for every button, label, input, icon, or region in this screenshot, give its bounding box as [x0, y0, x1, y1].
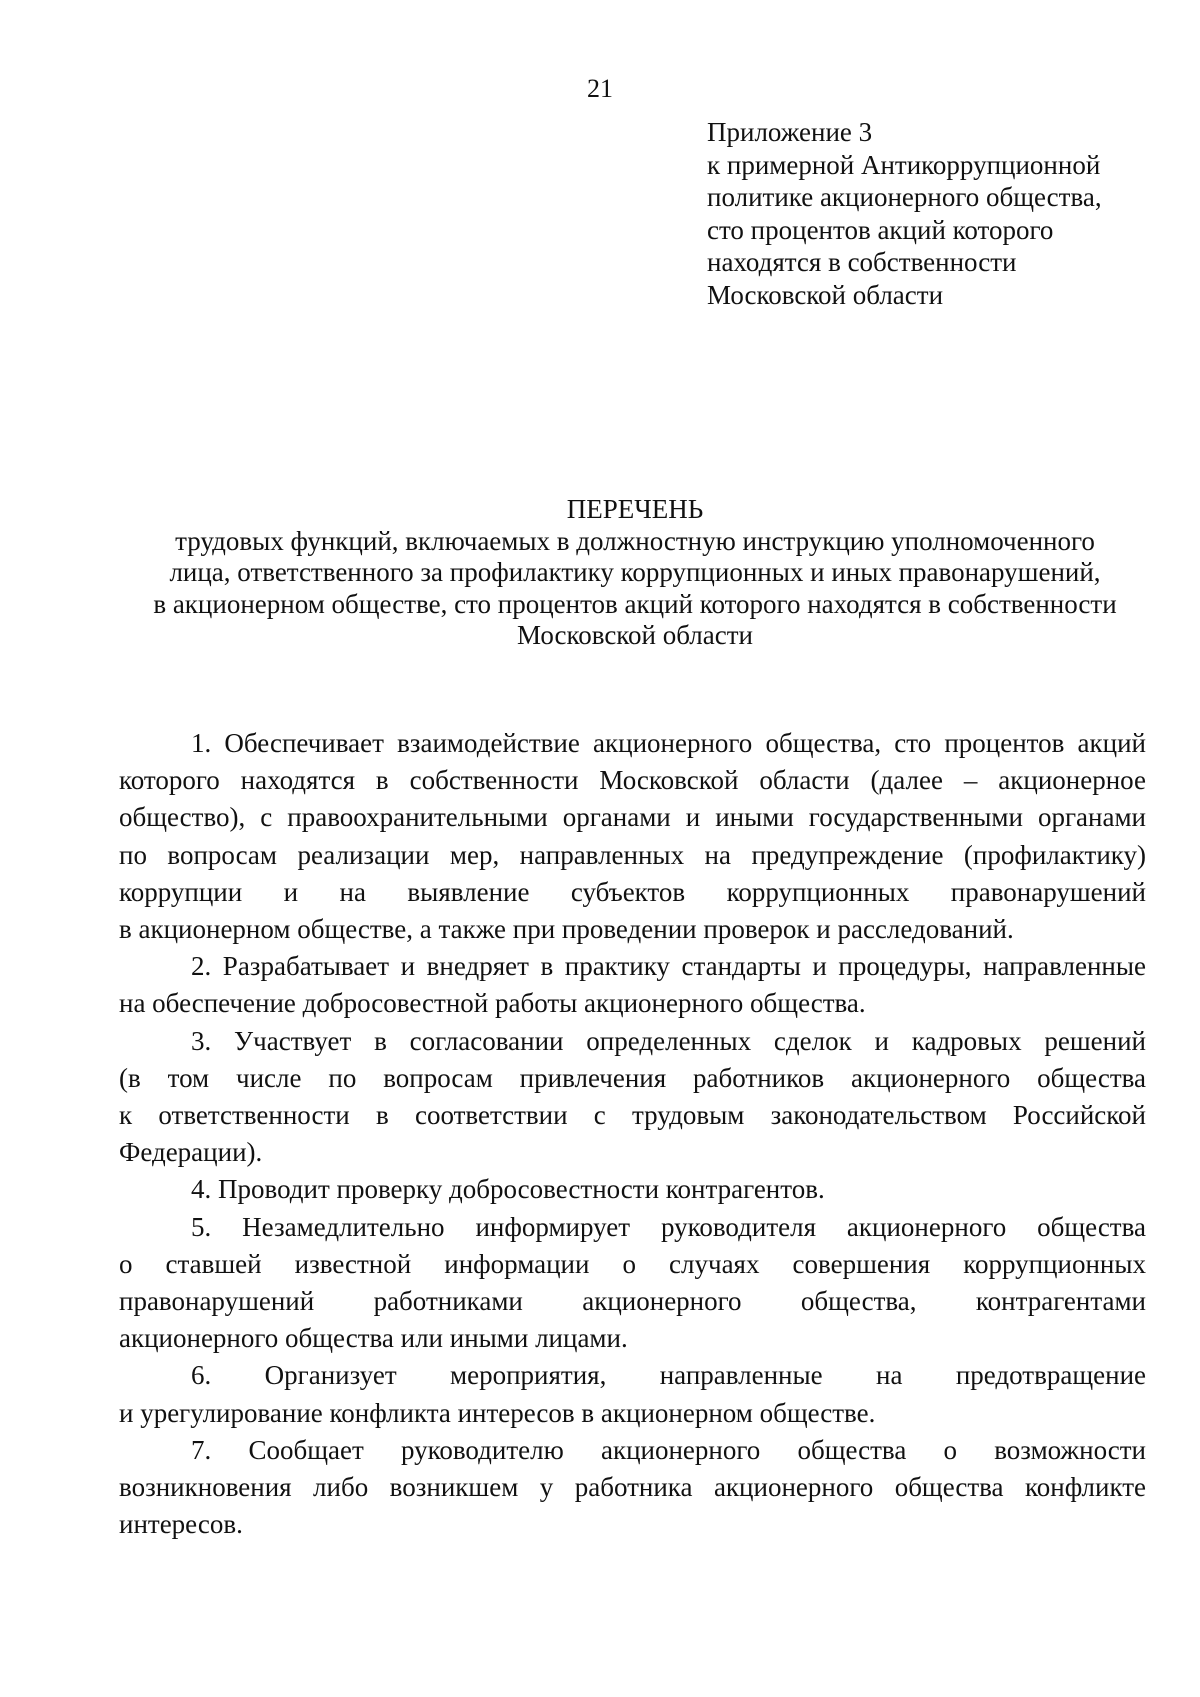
- list-item: [119, 1209, 1146, 1358]
- text-line: которого находятся в собственности Московской области (далее – акционерное: [119, 765, 1146, 796]
- text-line: в акционерном обществе, а также при проведении проверок и расследований.: [119, 914, 1014, 945]
- list-item: [119, 1357, 1146, 1431]
- text-line: правонарушений работниками акционерного общества, контрагентами: [119, 1286, 1146, 1317]
- text-line: Федерации).: [119, 1137, 263, 1168]
- appendix-line: к примерной Антикоррупционной: [707, 149, 1101, 180]
- title-line: в акционерном обществе, сто процентов акций которого находятся в собственности: [153, 588, 1117, 619]
- text-line: 1. Обеспечивает взаимодействие акционерного общества, сто процентов акций: [191, 728, 1146, 758]
- text-line: 5. Незамедлительно информирует руководителя акционерного общества: [191, 1211, 1146, 1242]
- text-line: к ответственности в соответствии с трудовым законодательством Российской: [119, 1100, 1146, 1131]
- text-line: 7. Сообщает руководителю акционерного общества о возможности: [191, 1434, 1146, 1465]
- functions-list: [119, 725, 1146, 1543]
- text-line: и урегулирование конфликта интересов в акционерном обществе.: [119, 1397, 876, 1428]
- appendix-line: сто процентов акций которого: [707, 214, 1054, 245]
- list-item: [119, 1171, 1146, 1208]
- page-number: 21: [587, 74, 613, 103]
- title-heading: ПЕРЕЧЕНЬ: [566, 494, 704, 524]
- title-line: лица, ответственного за профилактику коррупционных и иных правонарушений,: [169, 557, 1101, 587]
- appendix-note: [707, 116, 1167, 311]
- text-line: акционерного общества или иными лицами.: [119, 1323, 628, 1354]
- document-title: [110, 494, 1160, 652]
- text-line: (в том числе по вопросам привлечения работников акционерного общества: [119, 1062, 1146, 1093]
- text-line: 6. Организует мероприятия, направленные на предотвращение: [191, 1360, 1146, 1391]
- text-line: на обеспечение добросовестной работы акционерного общества.: [119, 988, 866, 1019]
- list-item: [119, 725, 1146, 948]
- text-line: о ставшей известной информации о случаях совершения коррупционных: [119, 1248, 1146, 1279]
- text-line: общество), с правоохранительными органами и иными государственными органами: [119, 802, 1146, 833]
- text-line: 3. Участвует в согласовании определенных сделок и кадровых решений: [191, 1025, 1146, 1056]
- appendix-line: Приложение 3: [707, 117, 873, 147]
- text-line: коррупции и на выявление субъектов коррупционных правонарушений: [119, 876, 1146, 907]
- text-line: 2. Разрабатывает и внедряет в практику стандарты и процедуры, направленные: [191, 951, 1146, 982]
- appendix-line: находятся в собственности: [707, 247, 1017, 277]
- text-line: возникновения либо возникшем у работника акционерного общества конфликте: [119, 1472, 1146, 1503]
- text-line: по вопросам реализации мер, направленных на предупреждение (профилактику): [119, 839, 1146, 870]
- list-item: [119, 1432, 1146, 1544]
- list-item: [119, 1023, 1146, 1172]
- title-line: трудовых функций, включаемых в должностную инструкцию уполномоченного: [175, 525, 1095, 556]
- list-item: [119, 948, 1146, 1022]
- text-line: 4. Проводит проверку добросовестности контрагентов.: [191, 1174, 825, 1205]
- appendix-line: политике акционерного общества,: [707, 182, 1102, 212]
- text-line: интересов.: [119, 1509, 243, 1540]
- title-line: Московской области: [516, 620, 753, 650]
- appendix-line: Московской области: [707, 279, 944, 310]
